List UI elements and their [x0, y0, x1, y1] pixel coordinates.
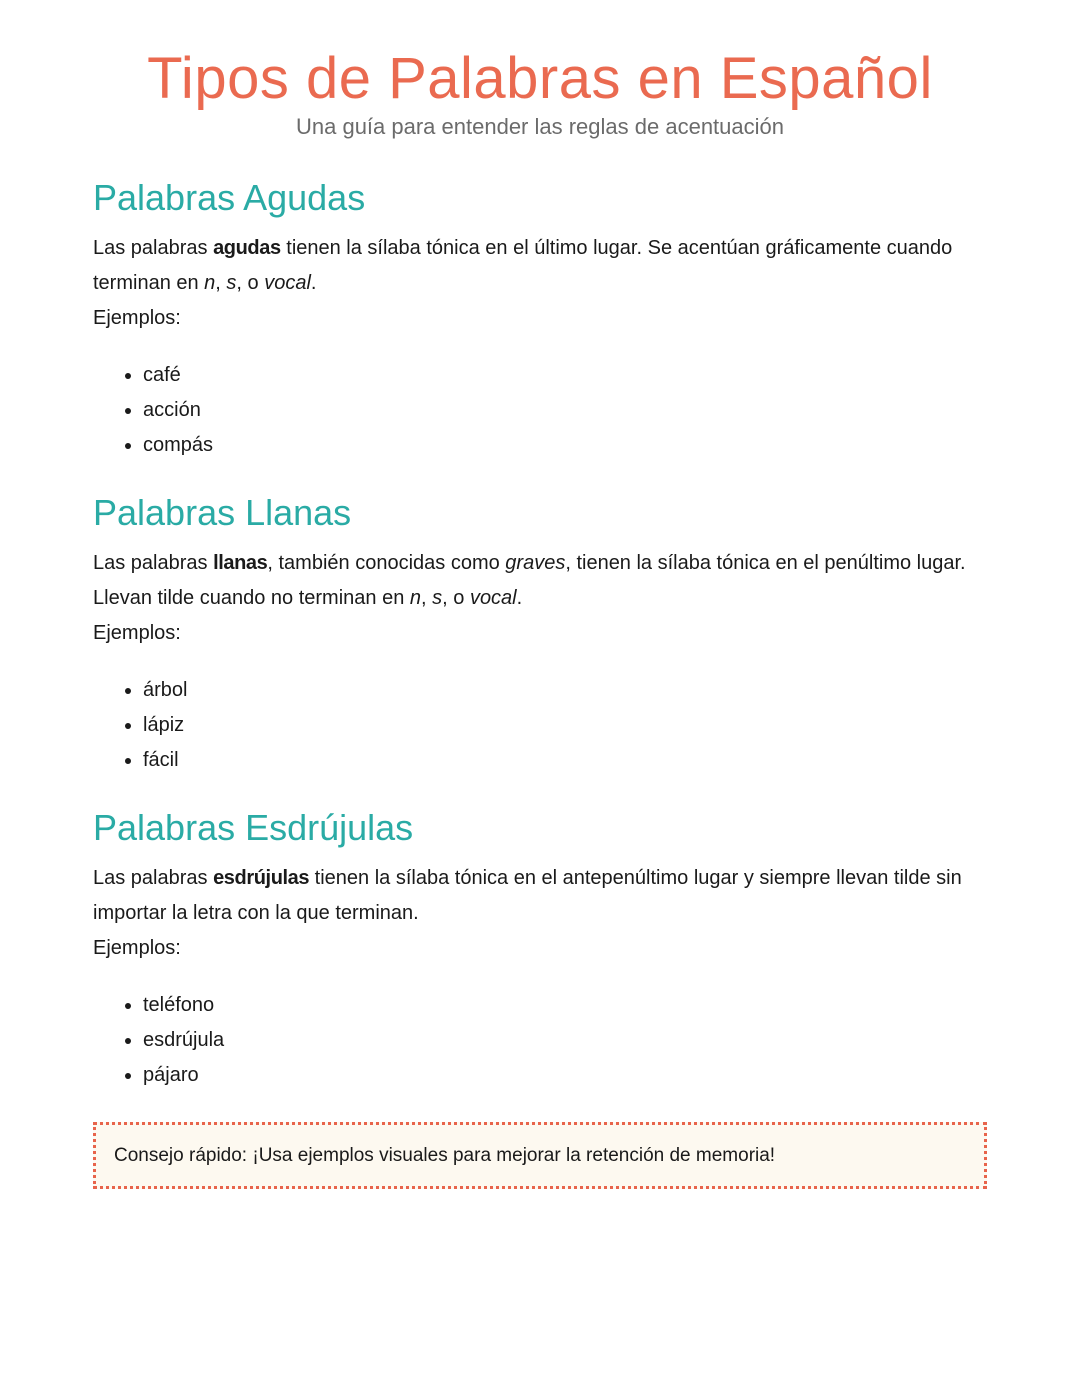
- list-item: • árbol: [143, 673, 987, 708]
- list-item: • fácil: [143, 743, 987, 778]
- italic-s: s: [432, 587, 443, 609]
- bold-term-esdrujulas: esdrújulas: [213, 867, 310, 889]
- list-item: • lápiz: [143, 708, 987, 743]
- examples-list-llanas: [93, 673, 987, 778]
- text-span: tienen la sílaba tónica en el último lugar. Se acentúan gráficamente cuando terminan en: [93, 237, 953, 294]
- section-llanas: [93, 491, 987, 778]
- text-span: , tienen la sílaba tónica en el penúltimo lugar. Llevan tilde cuando no terminan en: [93, 552, 966, 609]
- italic-s: s: [226, 272, 237, 294]
- text-span: tienen la sílaba tónica en el antepenúltimo lugar y siempre llevan tilde sin importar la letra con la que terminan.: [93, 867, 962, 924]
- text-span: ,: [215, 272, 227, 294]
- text-span: ,: [421, 587, 433, 609]
- tip-text: Consejo rápido: ¡Usa ejemplos visuales para mejorar la retención de memoria!: [114, 1145, 776, 1166]
- italic-n: n: [409, 587, 422, 609]
- text-span: , o: [236, 272, 265, 294]
- list-item: • pájaro: [143, 1058, 987, 1093]
- text-span: , también conocidas como: [267, 552, 506, 574]
- list-item: • compás: [143, 428, 987, 463]
- section-title-esdrujulas: Palabras Esdrújulas: [93, 807, 414, 848]
- examples-list-esdrujulas: [93, 988, 987, 1093]
- section-agudas: [93, 176, 987, 463]
- examples-label: Ejemplos:: [93, 307, 181, 329]
- text-span: .: [516, 587, 523, 609]
- text-span: , o: [442, 587, 470, 609]
- section-title-llanas: Palabras Llanas: [93, 492, 352, 533]
- section-description-llanas: [93, 546, 987, 616]
- italic-vocal: vocal: [264, 272, 311, 294]
- italic-graves: graves: [505, 552, 566, 574]
- text-span: Las palabras: [93, 867, 214, 889]
- tip-box: [93, 1122, 987, 1189]
- text-span: .: [310, 272, 317, 294]
- section-title-agudas: Palabras Agudas: [93, 177, 366, 218]
- examples-label: Ejemplos:: [93, 937, 181, 959]
- bold-term-llanas: llanas: [213, 552, 268, 574]
- list-item: • acción: [143, 393, 987, 428]
- text-span: Las palabras: [93, 237, 214, 259]
- examples-label: Ejemplos:: [93, 622, 181, 644]
- section-description-agudas: [93, 231, 987, 301]
- bold-term-agudas: agudas: [213, 237, 281, 259]
- list-item: • esdrújula: [143, 1023, 987, 1058]
- list-item: • café: [143, 358, 987, 393]
- examples-list-agudas: [93, 358, 987, 463]
- list-item: • teléfono: [143, 988, 987, 1023]
- page-title: Tipos de Palabras en Español: [147, 46, 933, 111]
- page-subtitle: Una guía para entender las reglas de acentuación: [295, 114, 784, 139]
- section-esdrujulas: [93, 806, 987, 1093]
- section-description-esdrujulas: [93, 861, 987, 931]
- italic-vocal: vocal: [469, 587, 517, 609]
- text-span: Las palabras: [93, 552, 214, 574]
- italic-n: n: [204, 272, 216, 294]
